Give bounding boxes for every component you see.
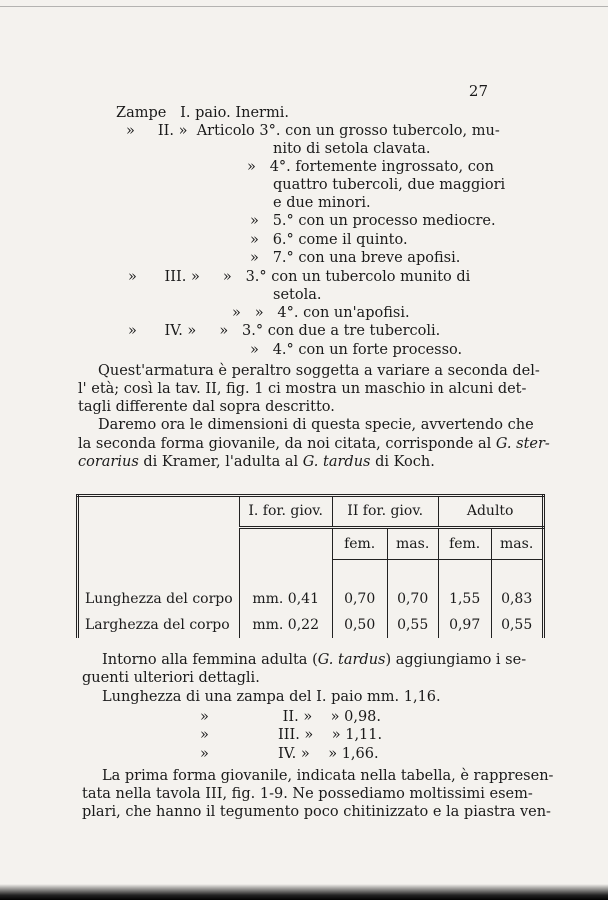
header-first-juvenile: I. for. giov. (239, 496, 332, 528)
legs-line-10: » III. » » 3.° con un tubercolo munito di (128, 269, 471, 285)
table-blank-cell (239, 527, 332, 559)
leg-length-row-4: » IV. » » 1,66. (200, 746, 379, 762)
legs-line-8: » 6.° come il quinto. (250, 232, 408, 248)
table-blank-cell (239, 559, 332, 586)
subheader-mas: mas. (491, 527, 543, 559)
para1-line-2: l' età; così la tav. II, fig. 1 ci mostra un maschio in alcuni det- (78, 381, 527, 397)
table-blank-cell (387, 559, 438, 586)
legs-line-13: » IV. » » 3.° con due a tre tubercoli. (128, 323, 441, 339)
row-label: Larghezza del corpo (78, 612, 240, 638)
para2-line-2: la seconda forma giovanile, da noi citata, corrisponde al G. ster- (78, 436, 550, 452)
para3-line-1: Intorno alla femmina adulta (G. tardus) aggiungiamo i se- (102, 652, 527, 668)
leg-length-row-2: » II. » » 0,98. (200, 709, 382, 725)
table-blank-cell (491, 559, 543, 586)
para4-line-1: La prima forma giovanile, indicata nella tabella, è rappresen- (102, 768, 554, 784)
para4-line-3: plari, che hanno il tegumento poco chitinizzato e la piastra ven- (82, 804, 551, 820)
legs-line-6: e due minori. (273, 195, 371, 211)
legs-line-2: » II. » Articolo 3°. con un grosso tubercolo, mu- (126, 123, 500, 139)
cell: 0,70 (387, 586, 438, 612)
legs-line-5: quattro tubercoli, due maggiori (273, 177, 506, 193)
row-label: Lunghezza del corpo (78, 586, 240, 612)
legs-line-3: nito di setola clavata. (273, 141, 431, 157)
subheader-fem: fem. (332, 527, 387, 559)
legs-line-9: » 7.° con una breve apofisi. (250, 250, 461, 266)
leg-length-row-3: » III. » » 1,11. (200, 727, 383, 743)
subheader-mas: mas. (387, 527, 438, 559)
para3-line-2: guenti ulteriori dettagli. (82, 670, 260, 686)
table-blank-cell (438, 559, 491, 586)
table-blank-cell (332, 559, 387, 586)
scan-bottom-edge (0, 884, 608, 900)
legs-line-4: » 4°. fortemente ingrossato, con (247, 159, 494, 175)
header-adult: Adulto (438, 496, 543, 528)
legs-line-1: Zampe I. paio. Inermi. (116, 105, 289, 121)
cell: 0,50 (332, 612, 387, 638)
para1-line-3: tagli differente dal sopra descritto. (78, 399, 335, 415)
legs-line-11: setola. (273, 287, 322, 303)
cell: mm. 0,41 (239, 586, 332, 612)
subheader-fem: fem. (438, 527, 491, 559)
table-row (78, 586, 544, 612)
cell: 1,55 (438, 586, 491, 612)
cell: 0,83 (491, 586, 543, 612)
legs-line-7: » 5.° con un processo mediocre. (250, 213, 496, 229)
table-row (78, 612, 544, 638)
dimensions-table (76, 494, 545, 638)
cell: 0,70 (332, 586, 387, 612)
cell: 0,55 (491, 612, 543, 638)
table-blank-cell (78, 559, 240, 586)
table-blank-cell (78, 527, 240, 559)
header-second-juvenile: II for. giov. (332, 496, 438, 528)
para4-line-2: tata nella tavola III, fig. 1-9. Ne possediamo moltissimi esem- (82, 786, 533, 802)
legs-line-12: » » 4°. con un'apofisi. (232, 305, 410, 321)
legs-line-14: » 4.° con un forte processo. (250, 342, 463, 358)
page-number: 27 (468, 82, 488, 100)
para2-line-1: Daremo ora le dimensioni di questa specie, avvertendo che (98, 417, 534, 433)
para1-line-1: Quest'armatura è peraltro soggetta a variare a seconda del- (98, 363, 540, 379)
cell: mm. 0,22 (239, 612, 332, 638)
para2-line-3: corarius di Kramer, l'adulta al G. tardus di Koch. (78, 454, 435, 470)
table-corner (78, 496, 240, 528)
para3-line-3: Lunghezza di una zampa del I. paio mm. 1,16. (102, 689, 441, 705)
cell: 0,97 (438, 612, 491, 638)
cell: 0,55 (387, 612, 438, 638)
top-edge-line (0, 6, 608, 7)
